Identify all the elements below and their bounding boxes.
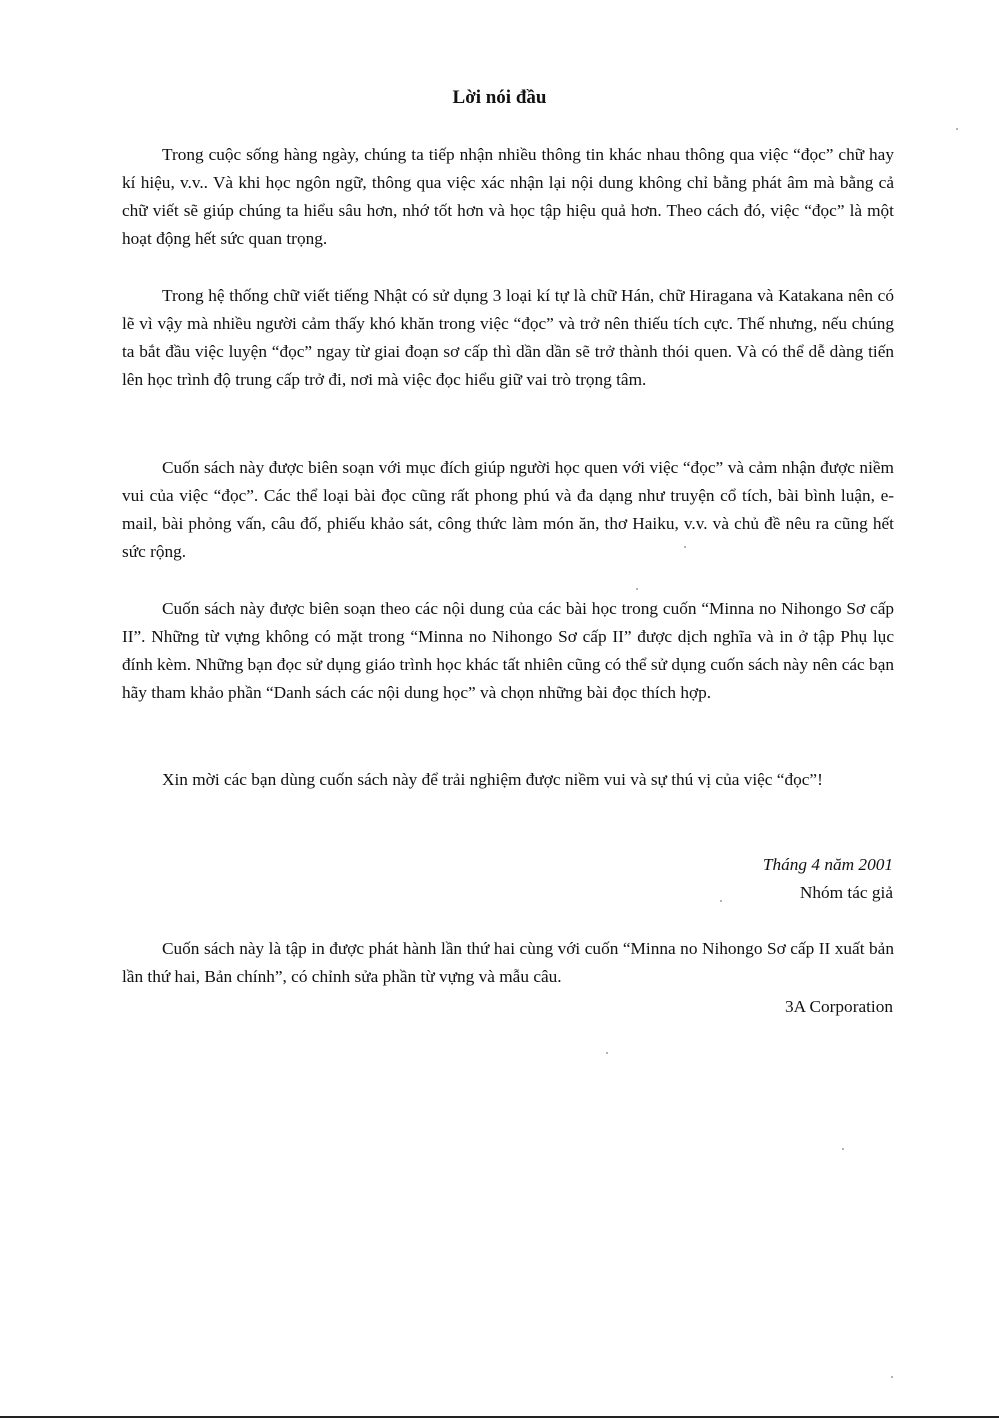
paragraph-2: Trong hệ thống chữ viết tiếng Nhật có sử dụng 3 loại kí tự là chữ Hán, chữ Hiragana và Katakana nên có lẽ vì vậy mà nhiều người cảm thấy khó khăn trong việc “đọc” và trở nên thiếu tích cực. Thế nhưng, nếu chúng ta bắt đầu việc luyện “đọc” ngay từ giai đoạn sơ cấp thì dần dần sẽ trở thành thói quen. Và có thể dễ dàng tiến lên học trình độ trung cấp trở đi, nơi mà việc đọc hiểu giữ vai trò trọng tâm. [122,286,894,390]
paragraph-3: Cuốn sách này được biên soạn với mục đích giúp người học quen với việc “đọc” và cảm nhận được niềm vui của việc “đọc”. Các thể loại bài đọc cũng rất phong phú và đa dạng như truyện cổ tích, bài bình luận, e-mail, bài phỏng vấn, câu đố, phiếu khảo sát, công thức làm món ăn, thơ Haiku, v.v. và chủ đề nêu ra cũng hết sức rộng. [122,458,894,562]
scan-speck [891,1376,893,1378]
paragraph-4: Cuốn sách này được biên soạn theo các nội dung của các bài học trong cuốn “Minna no Nihongo Sơ cấp II”. Những từ vựng không có mặt trong “Minna no Nihongo Sơ cấp II” được dịch nghĩa và in ở tập Phụ lục đính kèm. Những bạn đọc sử dụng giáo trình học khác tất nhiên cũng có thể sử dụng cuốn sách này nên các bạn hãy tham khảo phần “Danh sách các nội dung học” và chọn những bài đọc thích hợp. [122,599,894,703]
scan-speck [720,900,722,902]
signature-date: Tháng 4 năm 2001 [762,855,893,874]
page-title: Lời nói đầu [452,87,547,108]
scan-speck [684,546,686,548]
publisher-name: 3A Corporation [785,997,893,1016]
scan-speck [956,128,958,130]
signature-author: Nhóm tác giả [799,883,893,902]
scan-speck [842,1148,844,1150]
paragraph-1: Trong cuộc sống hàng ngày, chúng ta tiếp nhận nhiều thông tin khác nhau thông qua việc “đọc” chữ hay kí hiệu, v.v.. Và khi học ngôn ngữ, thông qua việc xác nhận lại nội dung không chỉ bằng phát âm mà bằng cả chữ viết sẽ giúp chúng ta hiểu sâu hơn, nhớ tốt hơn và học tập hiệu quả hơn. Theo cách đó, việc “đọc” là một hoạt động hết sức quan trọng. [122,145,894,249]
scan-speck [636,588,638,590]
scan-speck [606,1052,608,1054]
reprint-note: Cuốn sách này là tập in được phát hành lần thứ hai cùng với cuốn “Minna no Nihongo Sơ cấp II xuất bản lần thứ hai, Bản chính”, có chỉnh sửa phần từ vựng và mẫu câu. [122,939,894,987]
paragraph-5: Xin mời các bạn dùng cuốn sách này để trải nghiệm được niềm vui và sự thú vị của việc “đọc”! [162,770,823,789]
